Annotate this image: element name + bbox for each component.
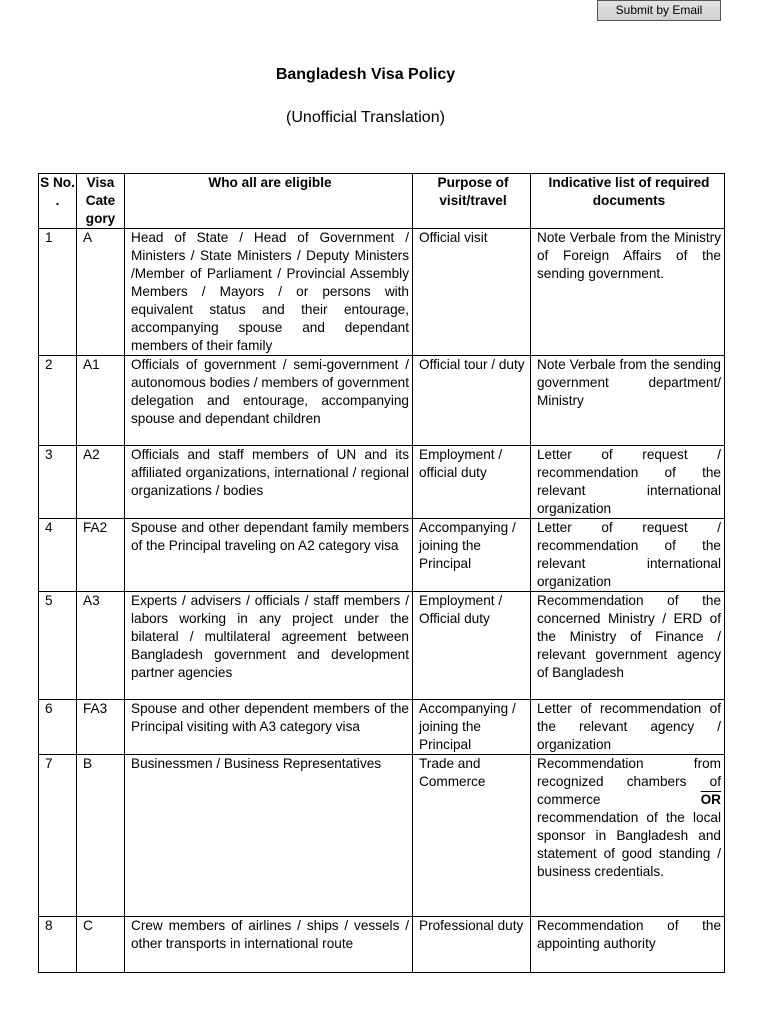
row-category: A: [77, 229, 125, 356]
row-purpose: Accompanying / joining the Principal: [413, 700, 531, 755]
row-category: A2: [77, 446, 125, 519]
row-documents: Letter of request / recommendation of the relevant international organization: [531, 446, 725, 519]
row-sno: 6: [39, 700, 77, 755]
row-category: FA2: [77, 519, 125, 592]
row-purpose: Official tour / duty: [413, 356, 531, 446]
row-documents: Letter of request / recommendation of the relevant international organization: [531, 519, 725, 592]
row-category: A3: [77, 592, 125, 700]
header-sno: S No. .: [39, 174, 77, 229]
row-purpose: Accompanying / joining the Principal: [413, 519, 531, 592]
row-eligible: Businessmen / Business Representatives: [125, 755, 413, 917]
submit-by-email-button[interactable]: Submit by Email: [597, 0, 721, 21]
row-eligible: Officials of government / semi-government / autonomous bodies / members of government delegation and entourage, accompanying spouse and dependant children: [125, 356, 413, 446]
table-row: [39, 446, 725, 519]
row-sno: 7: [39, 755, 77, 917]
header-purpose: Purpose of visit/travel: [413, 174, 531, 229]
header-category: Visa Cate gory: [77, 174, 125, 229]
row-documents: [531, 755, 725, 917]
table-row: [39, 592, 725, 700]
row-eligible: Crew members of airlines / ships / vessels / other transports in international route: [125, 917, 413, 973]
table-row: [39, 229, 725, 356]
header-eligible: Who all are eligible: [125, 174, 413, 229]
row-sno: 5: [39, 592, 77, 700]
row-documents: Recommendation of the appointing authority: [531, 917, 725, 973]
row-category: B: [77, 755, 125, 917]
page-subtitle: (Unofficial Translation): [286, 109, 445, 126]
row-purpose: Employment / official duty: [413, 446, 531, 519]
table-row: [39, 356, 725, 446]
row-category: A1: [77, 356, 125, 446]
row-purpose: Professional duty: [413, 917, 531, 973]
or-keyword: $\overline{OR}$: [700, 792, 721, 807]
page-title: Bangladesh Visa Policy: [275, 66, 456, 83]
row-sno: 1: [39, 229, 77, 356]
documents-text-part1: Recommendation from recognized chambers of commerce: [537, 756, 721, 807]
row-sno: 8: [39, 917, 77, 973]
table-row: [39, 917, 725, 973]
table-row: [39, 519, 725, 592]
header-documents: Indicative list of required documents: [531, 174, 725, 229]
table-row: [39, 755, 725, 917]
row-eligible: Spouse and other dependant family members of the Principal traveling on A2 category visa: [125, 519, 413, 592]
documents-text-part2: recommendation of the local sponsor in Bangladesh and statement of good standing / business credentials.: [537, 810, 721, 879]
row-sno: 3: [39, 446, 77, 519]
row-eligible: Spouse and other dependent members of the Principal visiting with A3 category visa: [125, 700, 413, 755]
row-purpose: Official visit: [413, 229, 531, 356]
visa-policy-table: [38, 173, 725, 973]
row-eligible: Head of State / Head of Government / Ministers / State Ministers / Deputy Ministers /Member of Parliament / Provincial Assembly Members / Mayors / or persons with equivalent status and their entourage, accompanying spouse and dependant members of their family: [125, 229, 413, 356]
row-category: C: [77, 917, 125, 973]
row-purpose: Employment / Official duty: [413, 592, 531, 700]
row-sno: 2: [39, 356, 77, 446]
row-category: FA3: [77, 700, 125, 755]
row-purpose: Trade and Commerce: [413, 755, 531, 917]
row-documents: Note Verbale from the sending government department/ Ministry: [531, 356, 725, 446]
table-header-row: [39, 174, 725, 229]
row-eligible: Experts / advisers / officials / staff members / labors working in any project under the bilateral / multilateral agreement between Bangladesh government and development partner agencies: [125, 592, 413, 700]
table-row: [39, 700, 725, 755]
row-sno: 4: [39, 519, 77, 592]
row-eligible: Officials and staff members of UN and its affiliated organizations, international / regional organizations / bodies: [125, 446, 413, 519]
row-documents: Note Verbale from the Ministry of Foreign Affairs of the sending government.: [531, 229, 725, 356]
row-documents: Letter of recommendation of the relevant agency / organization: [531, 700, 725, 755]
row-documents: Recommendation of the concerned Ministry / ERD of the Ministry of Finance / relevant government agency of Bangladesh: [531, 592, 725, 700]
